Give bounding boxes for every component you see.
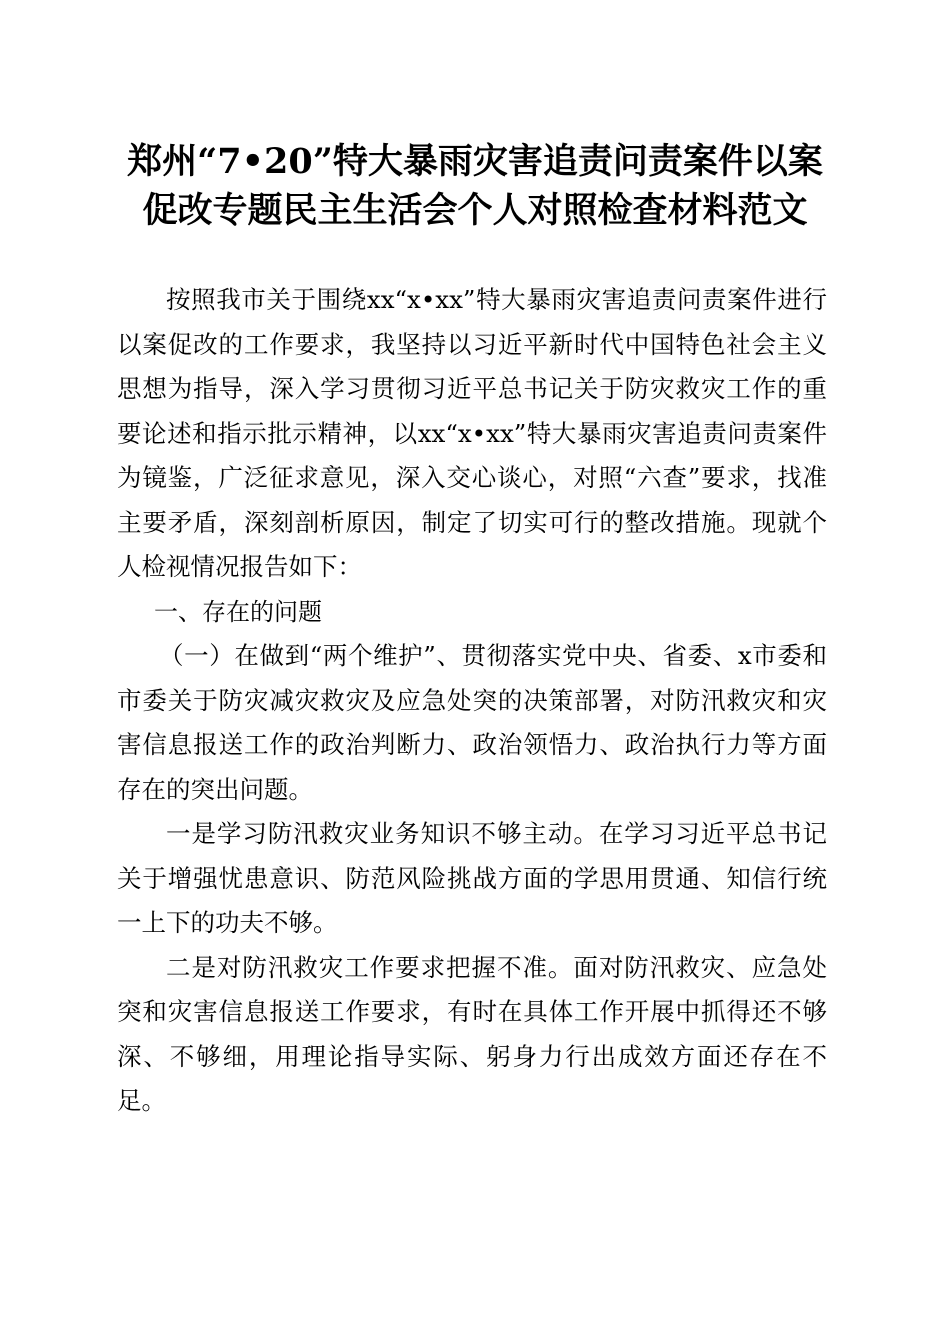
item-paragraph-2: 二是对防汛救灾工作要求把握不准。面对防汛救灾、应急处突和灾害信息报送工作要求，有时在具体工作开展中抓得还不够深、不够细，用理论指导实际、躬身力行出成效方面还存在不足。: [117, 952, 827, 1115]
item-paragraph-1: 一是学习防汛救灾业务知识不够主动。在学习习近平总书记关于增强忧患意识、防范风险挑战方面的学思用贯通、知信行统一上下的功夫不够。: [117, 819, 827, 937]
title-line-2: 促改专题民主生活会个人对照检查材料范文: [142, 190, 808, 231]
subsection-paragraph: （一）在做到“两个维护”、贯彻落实党中央、省委、x市委和市委关于防灾减灾救灾及应急处突的决策部署，对防汛救灾和灾害信息报送工作的政治判断力、政治领悟力、政治执行力等方面存在的突出问题。: [117, 641, 827, 804]
document-title: [100, 137, 850, 235]
document-body: [117, 278, 827, 1124]
intro-paragraph: 按照我市关于围绕xx“x•xx”特大暴雨灾害追责问责案件进行以案促改的工作要求，我坚持以习近平新时代中国特色社会主义思想为指导，深入学习贯彻习近平总书记关于防灾救灾工作的重要论述和指示批示精神，以xx“x•xx”特大暴雨灾害追责问责案件为镜鉴，广泛征求意见，深入交心谈心，对照“六查”要求，找准主要矛盾，深刻剖析原因，制定了切实可行的整改措施。现就个人检视情况报告如下：: [117, 285, 827, 581]
title-line-1: 郑州“7•20”特大暴雨灾害追责问责案件以案: [127, 141, 823, 182]
section-heading-problems: 一、存在的问题: [154, 597, 322, 626]
